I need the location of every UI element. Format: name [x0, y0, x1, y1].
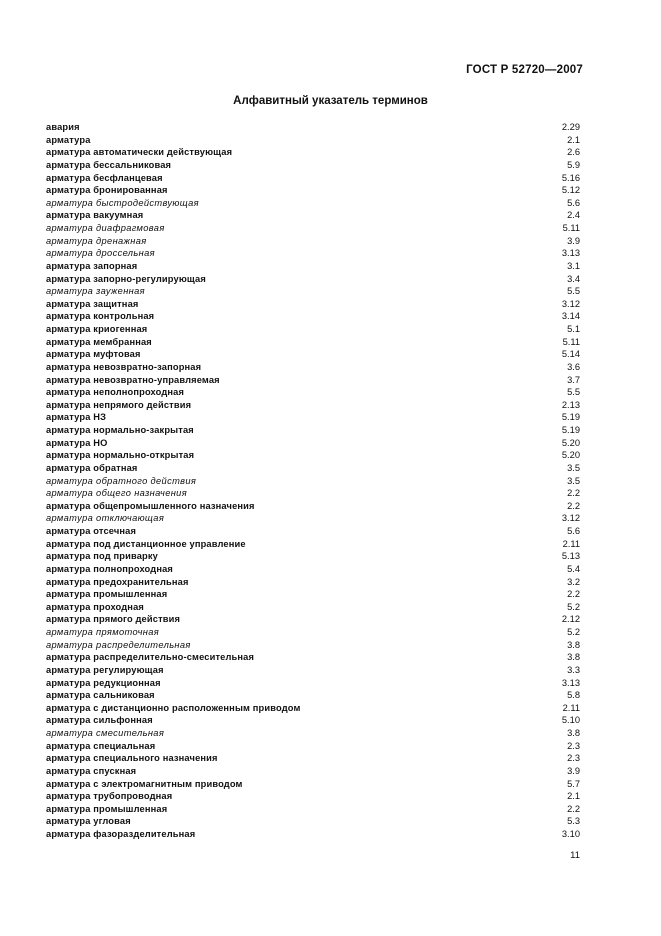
index-term: арматура криогенная: [46, 324, 148, 334]
index-entry: [46, 752, 580, 765]
index-entry: [46, 512, 580, 525]
index-term: арматура непрямого действия: [46, 399, 192, 410]
index-term: арматура общего назначения: [46, 488, 188, 499]
index-entry: [46, 550, 580, 563]
index-term: арматура вакуумная: [46, 210, 144, 221]
index-entry: [46, 298, 580, 311]
index-entry: [46, 626, 580, 639]
index-term: арматура фазоразделительная: [46, 829, 196, 839]
index-term: арматура НО: [46, 437, 108, 448]
index-entry: [46, 475, 580, 488]
index-reference: 5.2: [567, 627, 580, 637]
index-reference: 5.20: [561, 450, 580, 461]
index-reference: 2.2: [567, 589, 580, 600]
index-reference: 5.7: [567, 778, 580, 789]
index-term: арматура нормально-открытая: [46, 450, 195, 461]
index-reference: 2.1: [567, 134, 580, 145]
index-term: арматура обратного действия: [46, 475, 197, 486]
index-reference: 5.1: [567, 324, 580, 334]
index-term: арматура смесительная: [46, 728, 165, 738]
index-reference: 3.12: [561, 298, 580, 309]
index-entry: [46, 197, 580, 210]
index-term: авария: [46, 122, 80, 132]
index-term: арматура распределительно-смесительная: [46, 652, 255, 663]
index-term: арматура запорная: [46, 260, 138, 271]
index-reference: 5.19: [561, 412, 580, 423]
index-term: арматура невозвратно-запорная: [46, 361, 202, 372]
index-entry: [46, 778, 580, 791]
index-term: арматура угловая: [46, 816, 131, 827]
index-reference: 3.2: [567, 576, 580, 587]
index-entry: [46, 727, 580, 740]
index-entry: [46, 525, 580, 538]
document-code: ГОСТ Р 52720—2007: [466, 64, 583, 76]
index-term: арматура промышленная: [46, 589, 168, 600]
index-term: арматура бесфланцевая: [46, 172, 163, 183]
index-entry: [46, 500, 580, 513]
index-term: арматура прямоточная: [46, 627, 160, 637]
index-term: арматура редукционная: [46, 677, 161, 688]
index-reference: 3.10: [561, 829, 580, 839]
index-term: арматура бронированная: [46, 185, 168, 196]
index-entry: [46, 828, 580, 841]
index-reference: 3.1: [567, 260, 580, 271]
index-reference: 5.12: [561, 185, 580, 196]
page-number: 11: [570, 850, 580, 861]
index-entry: [46, 538, 580, 551]
index-entry: [46, 235, 580, 248]
index-entry: [46, 437, 580, 450]
index-entry: [46, 146, 580, 159]
index-term: арматура промышленная: [46, 803, 168, 814]
index-reference: 3.8: [567, 728, 580, 738]
index-term: арматура спускная: [46, 765, 137, 776]
index-term: арматура зауженная: [46, 286, 145, 297]
index-reference: 3.5: [567, 475, 580, 486]
index-term: арматура полнопроходная: [46, 563, 173, 574]
index-entry: [46, 184, 580, 197]
index-term: арматура трубопроводная: [46, 791, 173, 802]
index-entry: [46, 702, 580, 715]
index-term: арматура диафрагмовая: [46, 223, 165, 233]
index-entry: [46, 714, 580, 727]
index-reference: 3.4: [567, 273, 580, 284]
index-entry: [46, 399, 580, 412]
index-term: арматура с электромагнитным приводом: [46, 778, 243, 789]
index-entry: [46, 563, 580, 576]
index-entry: [46, 639, 580, 652]
index-entry: [46, 159, 580, 172]
index-entry: [46, 740, 580, 753]
index-term: арматура бессальниковая: [46, 159, 172, 170]
index-reference: 3.6: [567, 361, 580, 372]
index-term: арматура сильфонная: [46, 715, 153, 726]
index-entry: [46, 260, 580, 273]
index-reference: 5.4: [567, 563, 580, 574]
index-term: арматура дроссельная: [46, 248, 155, 259]
index-reference: 3.8: [567, 639, 580, 650]
index-term: арматура прямого действия: [46, 614, 181, 625]
index-reference: 2.2: [567, 803, 580, 814]
index-term: арматура быстродействующая: [46, 197, 199, 208]
index-reference: 5.20: [561, 437, 580, 448]
index-reference: 5.11: [562, 223, 580, 233]
index-reference: 3.5: [567, 462, 580, 473]
index-reference: 3.8: [567, 652, 580, 663]
index-reference: 2.6: [567, 147, 580, 158]
index-term: арматура сальниковая: [46, 690, 155, 701]
index-term: арматура регулирующая: [46, 664, 164, 675]
index-entry: [46, 273, 580, 286]
index-reference: 3.14: [561, 311, 580, 322]
index-entry: [46, 247, 580, 260]
index-entry: [46, 134, 580, 147]
index-entry: [46, 310, 580, 323]
index-term: арматура специальная: [46, 740, 156, 751]
index-entry: [46, 601, 580, 614]
index-reference: 5.10: [561, 715, 580, 726]
index-term: арматура дренажная: [46, 235, 147, 246]
index-reference: 3.3: [567, 664, 580, 675]
index-term: арматура под дистанционное управление: [46, 538, 246, 549]
index-reference: 2.11: [562, 538, 580, 549]
index-reference: 5.8: [567, 690, 580, 701]
index-entry: [46, 209, 580, 222]
index-entry: [46, 424, 580, 437]
index-reference: 5.11: [562, 336, 580, 347]
index-entry: [46, 588, 580, 601]
index-entry: [46, 613, 580, 626]
index-reference: 2.29: [561, 122, 580, 132]
index-reference: 5.5: [567, 387, 580, 398]
index-reference: 3.13: [561, 677, 580, 688]
index-reference: 5.3: [567, 816, 580, 827]
index-reference: 2.2: [567, 500, 580, 511]
index-term: арматура общепромышленного назначения: [46, 500, 255, 511]
index-term: арматура муфтовая: [46, 349, 141, 360]
index-reference: 3.13: [561, 248, 580, 259]
index-reference: 5.9: [567, 159, 580, 170]
term-index-list: [46, 121, 580, 841]
index-term: арматура специального назначения: [46, 753, 218, 764]
index-term: арматура защитная: [46, 298, 139, 309]
index-term: арматура: [46, 134, 91, 145]
index-reference: 5.6: [567, 197, 580, 208]
index-reference: 2.4: [567, 210, 580, 221]
index-entry: [46, 651, 580, 664]
index-entry: [46, 323, 580, 336]
index-entry: [46, 348, 580, 361]
index-reference: 2.11: [562, 702, 580, 713]
index-term: арматура под приварку: [46, 551, 158, 562]
index-entry: [46, 121, 580, 134]
index-entry: [46, 386, 580, 399]
index-entry: [46, 336, 580, 349]
index-reference: 5.19: [561, 425, 580, 435]
index-reference: 2.2: [567, 488, 580, 499]
index-term: арматура НЗ: [46, 412, 107, 423]
index-reference: 5.5: [567, 286, 580, 297]
index-term: арматура с дистанционно расположенным приводом: [46, 702, 301, 713]
index-entry: [46, 664, 580, 677]
index-reference: 5.6: [567, 526, 580, 536]
index-term: арматура запорно-регулирующая: [46, 273, 206, 284]
index-reference: 2.3: [567, 753, 580, 764]
index-reference: 2.13: [561, 399, 580, 410]
index-entry: [46, 361, 580, 374]
index-reference: 5.16: [561, 172, 580, 183]
index-reference: 3.9: [567, 765, 580, 776]
index-entry: [46, 677, 580, 690]
index-entry: [46, 576, 580, 589]
index-term: арматура автоматически действующая: [46, 147, 233, 158]
index-reference: 3.9: [567, 235, 580, 246]
index-term: арматура неполнопроходная: [46, 387, 185, 398]
index-term: арматура отсечная: [46, 526, 137, 536]
page-title: Алфавитный указатель терминов: [233, 95, 428, 107]
index-term: арматура отключающая: [46, 513, 165, 524]
index-term: арматура предохранительная: [46, 576, 189, 587]
index-term: арматура контрольная: [46, 311, 155, 322]
index-reference: 3.12: [561, 513, 580, 524]
index-reference: 5.14: [561, 349, 580, 360]
index-entry: [46, 815, 580, 828]
index-reference: 5.2: [567, 601, 580, 612]
index-entry: [46, 449, 580, 462]
index-reference: 2.3: [567, 740, 580, 751]
index-entry: [46, 285, 580, 298]
index-term: арматура мембранная: [46, 336, 152, 347]
index-entry: [46, 689, 580, 702]
index-entry: [46, 790, 580, 803]
index-entry: [46, 803, 580, 816]
index-entry: [46, 765, 580, 778]
index-reference: 2.12: [561, 614, 580, 625]
index-reference: 3.7: [567, 374, 580, 385]
index-reference: 2.1: [567, 791, 580, 802]
index-term: арматура невозвратно-управляемая: [46, 374, 220, 385]
index-term: арматура распределительная: [46, 639, 191, 650]
index-reference: 5.13: [561, 551, 580, 562]
index-term: арматура проходная: [46, 601, 144, 612]
index-entry: [46, 172, 580, 185]
index-entry: [46, 374, 580, 387]
index-entry: [46, 462, 580, 475]
index-entry: [46, 411, 580, 424]
index-entry: [46, 222, 580, 235]
index-term: арматура обратная: [46, 462, 138, 473]
index-entry: [46, 487, 580, 500]
index-term: арматура нормально-закрытая: [46, 425, 194, 435]
